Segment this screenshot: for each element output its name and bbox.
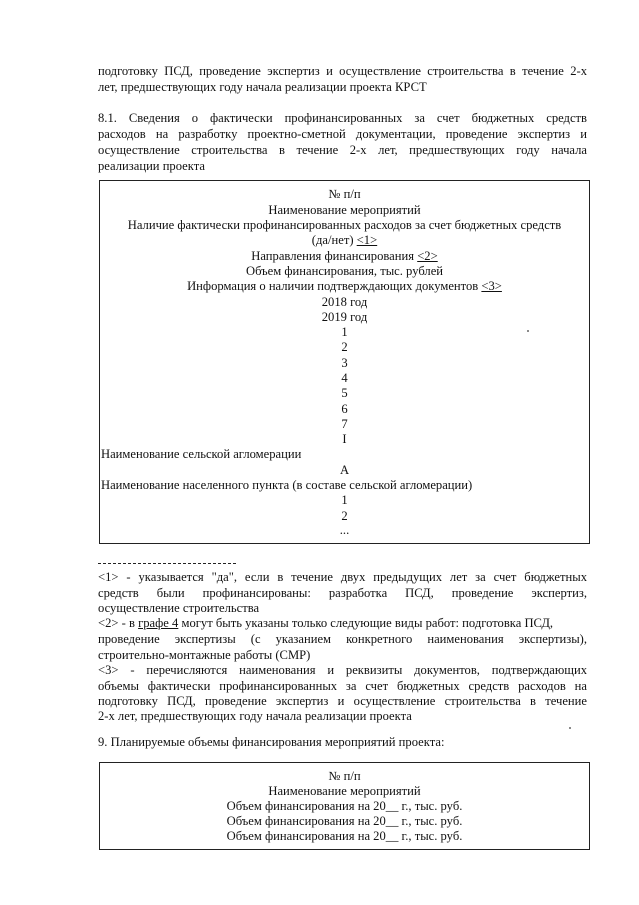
col-direction-header: Направления финансирования <2> — [251, 249, 438, 263]
footnote-2-line-1: <2> - в графе 4 могут быть указаны только следующие виды работ: подготовка ПСД, — [98, 616, 554, 630]
footnote-1-line-3: осуществление строительства — [98, 601, 260, 615]
col-number-1: 1 — [341, 325, 348, 339]
col-number-header: № п/п — [328, 769, 361, 783]
col-number-7: 7 — [341, 417, 348, 431]
agglomeration-label: Наименование сельской агломерации — [101, 447, 302, 461]
col-fact-financing-header-2: (да/нет) <1> — [311, 233, 378, 247]
footnote-ref-2[interactable]: <2> — [417, 249, 438, 263]
footnote-ref-1[interactable]: <1> — [356, 233, 378, 247]
footnote-3-line-1: <3> - перечисляются наименования и реквизиты документов, подтверждающих — [98, 663, 587, 677]
intro-line-2: лет, предшествующих году начала реализации проекта КРСТ — [98, 80, 427, 94]
footnote-3-line-2: объемы фактически профинансированных за счет бюджетных средств расходов на — [98, 679, 587, 693]
planned-financing-table — [99, 762, 590, 850]
footnote-ref-3[interactable]: <3> — [481, 279, 502, 293]
table-row-2: 2 — [341, 509, 348, 523]
section-9-heading: 9. Планируемые объемы финансирования мероприятий проекта: — [98, 735, 445, 749]
intro-line-1: подготовку ПСД, проведение экспертиз и осуществление строительства в течение 2-х — [98, 64, 587, 78]
col-number-2: 2 — [341, 340, 348, 354]
volume-year-2-header: Объем финансирования на 20__ г., тыс. руб. — [226, 814, 463, 828]
subgroup-number: A — [339, 463, 350, 477]
table-row-ellipsis: ... — [339, 523, 350, 537]
footnote-separator — [98, 563, 236, 564]
table-row-1: 1 — [341, 493, 348, 507]
year-2018-header: 2018 год — [321, 295, 368, 309]
column-4-link[interactable]: графе 4 — [138, 616, 179, 630]
col-volume-header: Объем финансирования, тыс. рублей — [245, 264, 444, 278]
volume-year-1-header: Объем финансирования на 20__ г., тыс. руб. — [226, 799, 463, 813]
section-8-1-line-4: реализации проекта — [98, 159, 205, 173]
col-number-header: № п/п — [328, 187, 361, 201]
footnote-3-line-3: подготовку ПСД, проведение экспертиз и осуществление строительства в течение — [98, 694, 587, 708]
col-number-3: 3 — [341, 356, 348, 370]
col-number-4: 4 — [341, 371, 348, 385]
col-number-5: 5 — [341, 386, 348, 400]
group-number: I — [342, 432, 347, 446]
footnote-2-line-2: проведение экспертизы (с указанием конкретного наименования экспертизы), — [98, 632, 587, 646]
scan-speck — [569, 727, 571, 729]
footnote-1-line-2: средств были профинансированы: разработка ПСД, проведение экспертиз, — [98, 586, 587, 600]
year-2019-header: 2019 год — [321, 310, 368, 324]
settlement-label: Наименование населенного пункта (в составе сельской агломерации) — [101, 478, 473, 492]
footnote-2-line-3: строительно-монтажные работы (СМР) — [98, 648, 311, 662]
col-activity-name-header: Наименование мероприятий — [268, 784, 421, 798]
col-documents-header: Информация о наличии подтверждающих документов <3> — [187, 279, 502, 293]
col-fact-financing-header: Наличие фактически профинансированных расходов за счет бюджетных средств — [127, 218, 562, 232]
col-number-6: 6 — [341, 402, 348, 416]
scan-speck — [527, 330, 529, 332]
section-8-1-line-2: расходов на разработку проектно-сметной документации, проведение экспертиз и — [98, 127, 587, 141]
section-8-1-line-3: осуществление строительства в течение 2-х лет, предшествующих году начала — [98, 143, 587, 157]
col-activity-name-header: Наименование мероприятий — [268, 203, 421, 217]
footnote-1-line-1: <1> - указывается "да", если в течение двух предыдущих лет за счет бюджетных — [98, 570, 587, 584]
footnote-3-line-4: 2-х лет, предшествующих году начала реализации проекта — [98, 709, 412, 723]
section-8-1-line-1: 8.1. Сведения о фактически профинансированных за счет бюджетных средств — [98, 111, 587, 125]
financing-facts-table — [99, 180, 590, 544]
volume-year-3-header: Объем финансирования на 20__ г., тыс. руб. — [226, 829, 463, 843]
